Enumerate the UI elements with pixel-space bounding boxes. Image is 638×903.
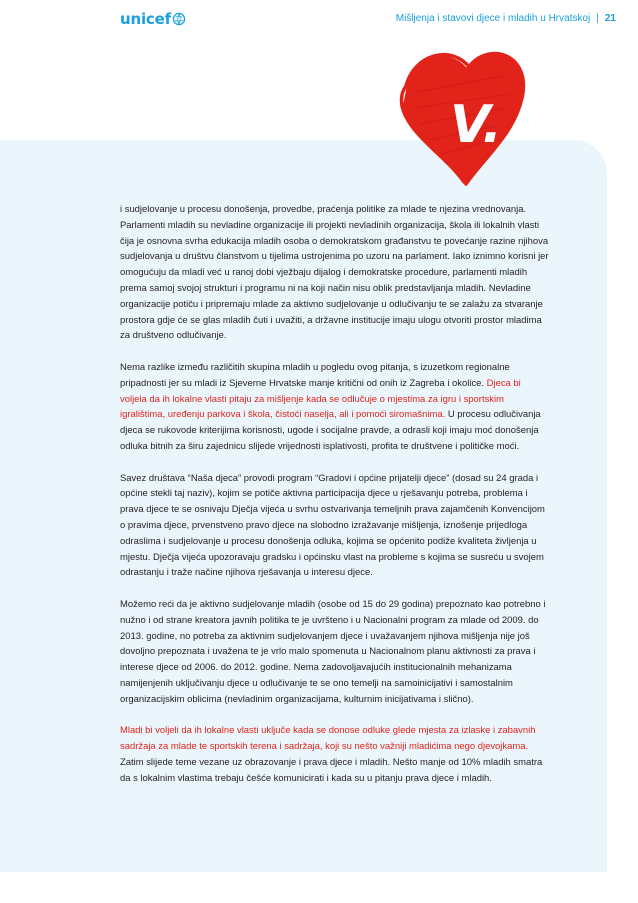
chapter-number: V. <box>450 95 502 155</box>
text-run: Zatim slijede teme vezane uz obrazovanje i prava djece i mladih. Nešto manje od 10% mladih smatra da s lokalnim vlastima trebaju češće komunicirati i kada su u pitanju prava djece i mladih. <box>120 756 543 784</box>
unicef-logo <box>120 10 186 28</box>
logo-text: unicef <box>120 10 171 28</box>
paragraph <box>120 471 550 582</box>
paragraph <box>120 723 550 786</box>
unicef-globe-icon <box>172 12 186 26</box>
text-run: i sudjelovanje u procesu donošenja, provedbe, praćenja politike za mlade te njezina vrednovanja. Parlamenti mladih su nevladine organizacije ili projekti nevladinih organizacija, škola ili lokalnih vlasti čija je osnovna svrha edukacija mladih osoba o demokratskom građanstvu te povećanje razine njihova sudjelovanja u društvu članstvom u tijelima ustrojenima po uzoru na parlament. Iako iznimno korisni jer omogućuju da mladi već u ranoj dobi vježbaju dijalog i demokratske procedure, parlamenti mladih prema samoj svojoj strukturi i programu ni na koji način nisu oblik predstavljanja mladih. Nevladine organizacije potiču i pripremaju mlade za aktivno sudjelovanje u odlučivanju te se zalažu za stvaranje prostora gdje će se glas mladih čuti i uvažiti, a državne institucije imaju ulogu otvoriti prostor mladima za društveno odlučivanje. <box>120 204 549 342</box>
running-title: Mišljenja i stavovi djece i mladih u Hrvatskoj <box>395 13 591 24</box>
highlighted-text: Mladi bi voljeli da ih lokalne vlasti uključe kada se donose odluke glede mjesta za izlaske i zabavnih sadržaja za mlade te sportskih terena i sadržaja, koji su nešto važniji mladićima nego djevojkama. <box>120 725 536 753</box>
running-head <box>396 13 616 24</box>
text-run: Savez društava “Naša djeca” provodi program “Gradovi i općine prijatelji djece” (dosad su 24 grada i općine stekli taj naziv), kojim se potiče aktivna participacija djece u rješavanju potreba, problema i prava djece te se osnivaju Dječja vijeća u svrhu ostvarivanja temeljnih prava zajamčenih Konvencijom o pravima djece, prvenstveno pravo djece na slobodno izražavanje mišljenja, iznošenje prijedloga odraslima i sudjelovanje u procesu donošenja odluka, kojima se općenito podiže kvaliteta življenja u mjestu. Dječja vijeća upozoravaju gradsku i općinsku vlast na probleme s kojima se susreću u svojem odrastanju i traže načine njihova rješavanja u interesu djece. <box>120 472 545 579</box>
highlighted-text: Djeca bi voljela da ih lokalne vlasti pitaju za mišljenje kada se odlučuje o mjestima za igru i sportskim igralištima, uređenju parkova i škola, čistoći naselja, ali i pomoći siromašnima. <box>120 377 521 421</box>
paragraph <box>120 597 550 708</box>
page-number: 21 <box>604 13 616 24</box>
body-text <box>120 202 550 802</box>
paragraph <box>120 360 550 455</box>
header-separator: | <box>596 13 599 24</box>
page-header <box>0 0 638 40</box>
paragraph <box>120 202 550 344</box>
chapter-badge <box>392 38 532 188</box>
text-run: U procesu odlučivanja djeca se rukovode kriterijima korisnosti, ugode i socijalne pravde, a odrasli koji imaju moć donošenja odluka bitnih za širu zajednicu slijede vrijednosti isplativosti, profita te društvene i političke moći. <box>120 409 541 452</box>
text-run: Nema razlike između različitih skupina mladih u pogledu ovog pitanja, s izuzetkom regionalne pripadnosti jer su mladi iz Sjeverne Hrvatske manje kritični od onih iz Zagreba i okolice. <box>120 361 510 389</box>
text-run: Možemo reći da je aktivno sudjelovanje mladih (osobe od 15 do 29 godina) prepoznato kao potrebno i nužno i od strane kreatora javnih politika te je uvršteno i u Nacionalni program za mlade od 2009. do 2013. godine, no potreba za aktivnim sudjelovanjem djece i uvažavanjem njihova mišljenja nije još dovoljno prepoznata i uvažena te je vrlo malo spomenuta u Nacionalnom planu aktivnosti za prava i interese djece od 2006. do 2012. godine. Nema zadovoljavajućih institucionalnih mehanizama namijenjenih uključivanju djece u odlučivanje te se ono temelji na samoinicijativi i samostalnim organizacijskim oblicima (nevladinim organizacijama, kulturnim inicijativama i slično). <box>120 598 546 705</box>
